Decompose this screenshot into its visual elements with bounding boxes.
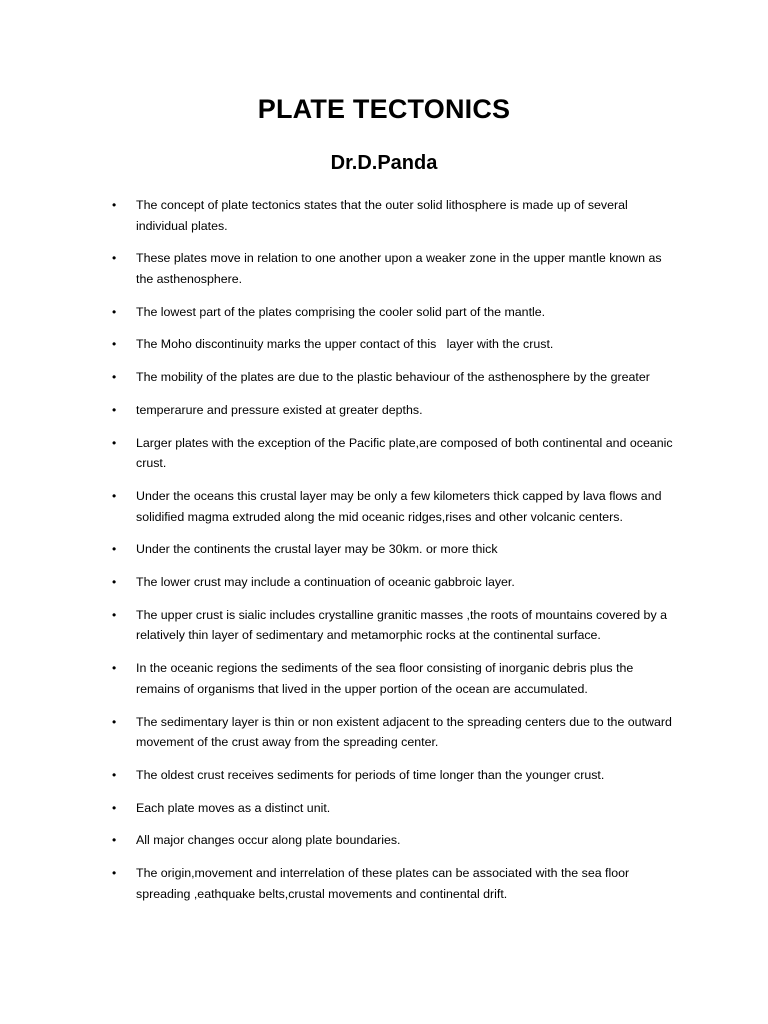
bullet-text: The lower crust may include a continuation of oceanic gabbroic layer. (136, 575, 515, 590)
bullet-item (0, 863, 768, 904)
bullet-item (0, 433, 768, 474)
bullet-text: The oldest crust receives sediments for periods of time longer than the younger crust. (136, 767, 605, 782)
bullet-text: Under the oceans this crustal layer may be only a few kilometers thick capped by lava flows and solidified magma extruded along the mid oceanic ridges,rises and other volcanic centers. (136, 489, 662, 524)
bullet-text: Each plate moves as a distinct unit. (136, 800, 331, 815)
bullet-icon: • (112, 866, 117, 881)
bullet-text: These plates move in relation to one another upon a weaker zone in the upper mantle known as the asthenosphere. (136, 251, 662, 286)
bullet-icon: • (112, 251, 117, 266)
bullet-item (0, 367, 768, 388)
bullet-item (0, 798, 768, 819)
bullet-text: Larger plates with the exception of the Pacific plate,are composed of both continental and oceanic crust. (136, 435, 673, 471)
bullet-icon: • (112, 489, 117, 504)
document-title: PLATE TECTONICS (257, 94, 511, 124)
bullet-icon: • (112, 435, 117, 450)
bullet-icon: • (112, 607, 117, 622)
bullet-icon: • (112, 661, 117, 676)
bullet-item (0, 195, 768, 236)
bullet-icon: • (112, 198, 117, 212)
bullet-list (0, 195, 768, 917)
bullet-icon: • (112, 833, 117, 848)
bullet-item (0, 248, 768, 289)
bullet-text: The concept of plate tectonics states that the outer solid lithosphere is made up of several individual plates. (136, 198, 628, 233)
bullet-item (0, 334, 768, 355)
bullet-item (0, 765, 768, 786)
bullet-item (0, 658, 768, 699)
bullet-text: In the oceanic regions the sediments of the sea floor consisting of inorganic debris plus the remains of organisms that lived in the upper portion of the ocean are accumulated. (136, 661, 634, 696)
bullet-text: All major changes occur along plate boundaries. (136, 833, 401, 848)
bullet-item (0, 539, 768, 560)
bullet-text: The upper crust is sialic includes crystalline granitic masses ,the roots of mountains covered by a relatively thin layer of sedimentary and metamorphic rocks at the continental surface. (136, 607, 667, 643)
bullet-text: The sedimentary layer is thin or non existent adjacent to the spreading centers due to the outward movement of the crust away from the spreading center. (136, 714, 672, 750)
bullet-icon: • (112, 542, 117, 557)
bullet-icon: • (112, 767, 117, 782)
bullet-item (0, 605, 768, 646)
bullet-icon: • (112, 800, 117, 815)
document-author: Dr.D.Panda (330, 152, 438, 174)
bullet-icon: • (112, 304, 117, 319)
bullet-item (0, 302, 768, 323)
bullet-text: The lowest part of the plates comprising the cooler solid part of the mantle. (136, 304, 546, 319)
bullet-text: Under the continents the crustal layer may be 30km. or more thick (136, 542, 498, 557)
bullet-text: temperarure and pressure existed at greater depths. (136, 402, 423, 417)
bullet-item (0, 712, 768, 753)
bullet-item (0, 830, 768, 851)
bullet-icon: • (112, 402, 117, 417)
bullet-text: The origin,movement and interrelation of these plates can be associated with the sea floor spreading ,eathquake belts,crustal movements and continental drift. (136, 866, 630, 901)
bullet-icon: • (112, 337, 117, 352)
bullet-text: The Moho discontinuity marks the upper contact of this layer with the crust. (136, 337, 554, 352)
bullet-item (0, 400, 768, 421)
bullet-item (0, 486, 768, 527)
bullet-icon: • (112, 575, 117, 590)
bullet-icon: • (112, 714, 117, 729)
bullet-text: The mobility of the plates are due to the plastic behaviour of the asthenosphere by the greater (136, 370, 650, 385)
bullet-item (0, 572, 768, 593)
bullet-icon: • (112, 370, 117, 385)
